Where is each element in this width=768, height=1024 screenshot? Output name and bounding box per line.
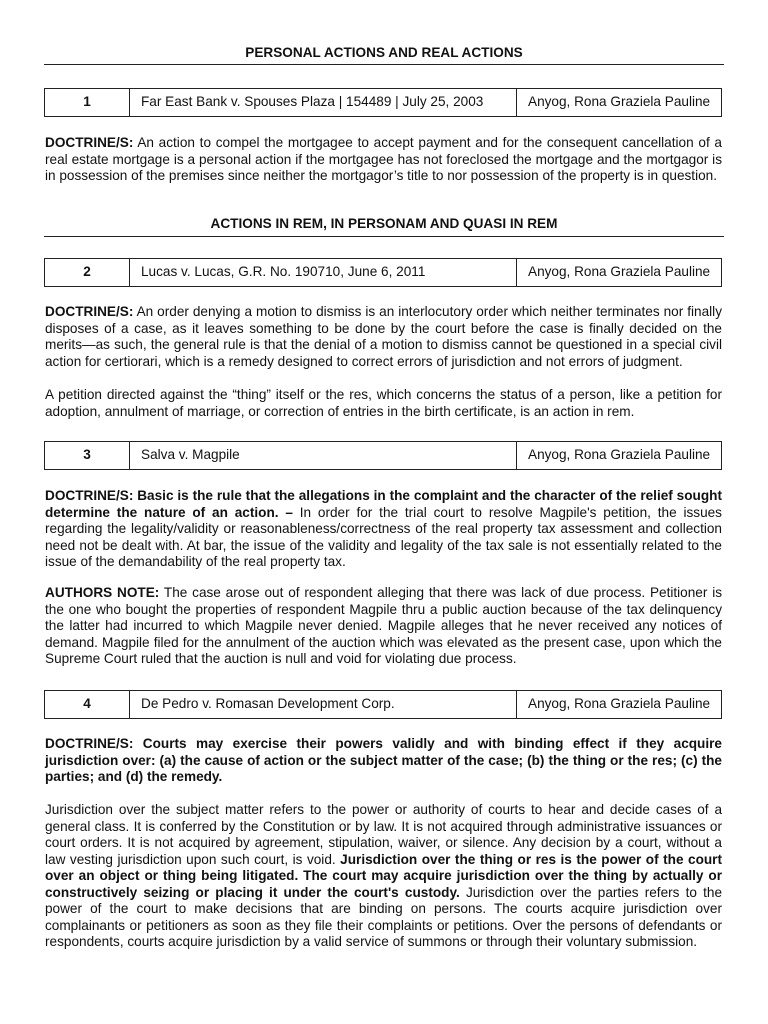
section-title-personal-real-actions: PERSONAL ACTIONS AND REAL ACTIONS	[245, 45, 523, 60]
section-rule	[44, 64, 724, 65]
doctrine-label: DOCTRINE/S:	[45, 135, 134, 150]
case-number: 2	[45, 259, 130, 286]
doctrine-paragraph-2	[45, 304, 722, 370]
doctrine-text: An order denying a motion to dismiss is an interlocutory order which neither terminates nor finally disposes of a case, as it leaves something to be done by the court before the case is finally decided on the merits—as such, the general rule is that the denial of a motion to dismiss cannot be questioned in a special civil action for certiorari, which is a remedy designed to correct errors of jurisdiction and not errors of judgment.	[45, 304, 722, 369]
case-author: Anyog, Rona Graziela Pauline	[528, 264, 711, 280]
authors-note-text: The case arose out of respondent alleging that there was lack of due process. Petitioner is the one who bought the properties of respondent Magpile thru a public auction because of the tax delinquency the latter had incurred to which Magpile never denied. Magpile alleges that he never received any notices of demand. Magpile filed for the annulment of the auction which was elevated as the present case, upon which the Supreme Court ruled that the auction is null and void for violating due process.	[45, 585, 723, 666]
case-row-4	[44, 690, 722, 719]
case-title: De Pedro v. Romasan Development Corp.	[130, 691, 517, 718]
case-number: 4	[45, 691, 130, 718]
case-title: Salva v. Magpile	[130, 442, 517, 469]
doctrine-paragraph-1	[45, 135, 722, 185]
jurisdiction-text-a: Jurisdiction over the subject matter refers to the power or authority of courts to hear and decide cases of a general class. It is conferred by the Constitution or by law. It is not acquired through administrative issuances or court orders. It is not acquired by agreement, stipulation, waiver, or silence. Any decision by a court, without a law vesting jurisdiction upon such court, is void.	[45, 802, 722, 867]
case-author: Anyog, Rona Graziela Pauline	[528, 447, 711, 463]
jurisdiction-paragraph	[45, 802, 722, 951]
case-author: Anyog, Rona Graziela Pauline	[528, 94, 711, 110]
section-title-actions-in-rem: ACTIONS IN REM, IN PERSONAM AND QUASI IN REM	[210, 216, 558, 231]
case-row-2	[44, 258, 722, 287]
case-number: 1	[45, 89, 130, 116]
case-title: Lucas v. Lucas, G.R. No. 190710, June 6, 2011	[130, 259, 517, 286]
authors-note-label: AUTHORS NOTE:	[45, 585, 160, 600]
doctrine-text: In order for the trial court to resolve Magpile's petition, the issues regarding the legality/validity or reasonableness/correctness of the real property tax assessment and collection need not be dealt with. At bar, the issue of the validity and legality of the tax sale is not essentially related to the issue of the demandability of the real property tax.	[45, 504, 722, 569]
authors-note-paragraph	[45, 585, 722, 668]
jurisdiction-text-b: Jurisdiction over the parties refers to the power of the court to make decisions that are binding on persons. The courts acquire jurisdiction over complainants or petitioners as soon as they file their complaints or petitions. Over the persons of defendants or respondents, courts acquire jurisdiction by a valid service of summons or through their voluntary submission.	[45, 884, 723, 949]
doctrine-paragraph-3	[45, 488, 722, 571]
doctrine-text: An action to compel the mortgagee to accept payment and for the consequent cancellation of a real estate mortgage is a personal action if the mortgagee has not foreclosed the mortgage and the mortgagor is in possession of the premises since neither the mortgagor’s title to nor possession of the property is in question.	[45, 135, 722, 183]
case-row-1	[44, 88, 722, 117]
case-author: Anyog, Rona Graziela Pauline	[528, 696, 711, 712]
jurisdiction-res-text: Jurisdiction over the thing or res is the power of the court over an object or thing being litigated. The court may acquire jurisdiction over the thing by actually or constructively seizing or placing it under the court's custody.	[45, 851, 722, 900]
doctrine-label: DOCTRINE/S:	[45, 304, 134, 319]
case-row-3	[44, 441, 722, 470]
section-rule	[44, 236, 724, 237]
doctrine-paragraph-4: DOCTRINE/S: Courts may exercise their powers validly and with binding effect if they acquire jurisdiction over: (a) the cause of action or the subject matter of the case; (b) the thing or the res; (c) the parties; and (d) the remedy.	[45, 736, 722, 784]
case-title: Far East Bank v. Spouses Plaza | 154489 | July 25, 2003	[130, 89, 517, 116]
paragraph-action-in-rem: A petition directed against the “thing” itself or the res, which concerns the status of a person, like a petition for adoption, annulment of marriage, or correction of entries in the birth certificate, is an action in rem.	[45, 387, 722, 419]
case-number: 3	[45, 442, 130, 469]
doctrine-label: DOCTRINE/S: Basic is the rule that the allegations in the complaint and the character of the relief sought determine the nature of an action. –	[45, 488, 722, 520]
